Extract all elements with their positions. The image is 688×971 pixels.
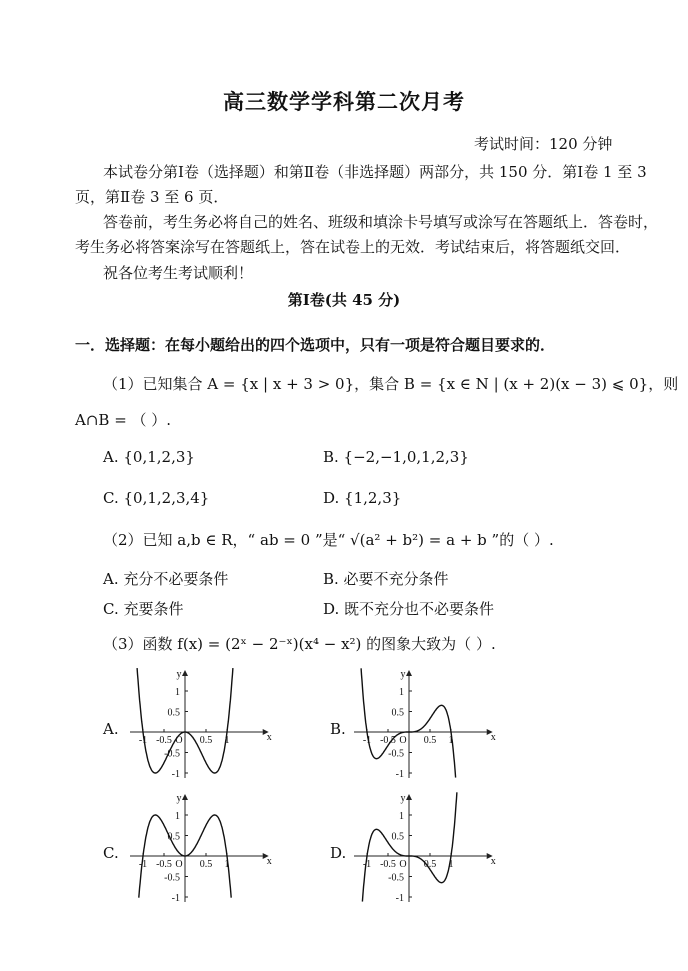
function-curve — [362, 792, 457, 901]
question-1-option-a: A. {0,1,2,3} — [103, 448, 195, 466]
x-tick-label: -1 — [138, 859, 148, 870]
instruction-line: 本试卷分第Ⅰ卷（选择题）和第Ⅱ卷（非选择题）两部分，共 150 分．第Ⅰ卷 1 至 3 — [103, 163, 647, 181]
graph-d — [352, 790, 496, 904]
y-tick-label: -1 — [395, 769, 404, 780]
question-2-stem: （2）已知 a,b ∈ R，“ ab = 0 ”是“ √(a² + b²) = a + b ”的（ ）. — [103, 531, 554, 549]
y-tick-label: -0.5 — [388, 748, 404, 760]
instruction-line: 考生务必将答案涂写在答题纸上，答在试卷上的无效．考试结束后，将答题纸交回． — [75, 238, 631, 256]
y-tick-label: 0.5 — [167, 707, 180, 719]
x-tick-label: 1 — [448, 859, 454, 870]
x-tick-label: 0.5 — [423, 859, 437, 870]
y-axis-arrow — [182, 670, 188, 676]
x-tick-label: -0.5 — [156, 735, 172, 746]
x-axis-label: x — [490, 732, 496, 743]
graph-b — [352, 666, 496, 780]
x-tick-label: 0.5 — [199, 735, 213, 746]
x-tick-label: -1 — [362, 735, 372, 746]
exam-time: 考试时间：120 分钟 — [474, 135, 613, 153]
question-1-stem-cont: A∩B = （ ）. — [75, 411, 172, 429]
origin-label: O — [399, 735, 407, 746]
y-axis-arrow — [182, 794, 188, 800]
x-axis-label: x — [266, 732, 272, 743]
y-tick-label: -0.5 — [164, 748, 180, 760]
graph-c-label: C. — [103, 844, 119, 862]
y-axis-arrow — [406, 670, 412, 676]
question-1-option-b: B. {−2,−1,0,1,2,3} — [323, 448, 469, 466]
instruction-line: 页，第Ⅱ卷 3 至 6 页． — [75, 188, 229, 206]
question-2-option-c: C. 充要条件 — [103, 600, 184, 618]
x-axis-label: x — [490, 856, 496, 867]
graph-a — [128, 666, 272, 780]
x-axis-label: x — [266, 856, 272, 867]
question-1-option-c: C. {0,1,2,3,4} — [103, 489, 210, 507]
graph-d-label: D. — [330, 844, 347, 862]
page-title: 高三数学学科第二次月考 — [223, 89, 465, 114]
question-3-stem: （3）函数 f(x) = (2ˣ − 2⁻ˣ)(x⁴ − x²) 的图象大致为（ ）. — [103, 635, 496, 653]
y-axis-arrow — [406, 794, 412, 800]
y-tick-label: 0.5 — [167, 831, 180, 843]
x-tick-label: -1 — [138, 735, 148, 746]
function-curve — [361, 668, 456, 777]
y-axis-label: y — [400, 793, 406, 804]
y-tick-label: -1 — [171, 893, 180, 904]
question-1-stem: （1）已知集合 A = {x | x + 3 > 0}，集合 B = {x ∈ N | (x + 2)(x − 3) ⩽ 0}，则 — [103, 375, 679, 393]
y-tick-label: -1 — [395, 893, 404, 904]
y-tick-label: 1 — [399, 811, 404, 822]
y-tick-label: 1 — [175, 687, 180, 698]
part1-heading: 第Ⅰ卷(共 45 分) — [287, 291, 401, 309]
origin-label: O — [175, 735, 183, 746]
instruction-line: 答卷前，考生务必将自己的姓名、班级和填涂卡号填写或涂写在答题纸上．答卷时， — [103, 213, 659, 231]
question-2-option-b: B. 必要不充分条件 — [323, 570, 449, 588]
question-1-option-d: D. {1,2,3} — [323, 489, 402, 507]
x-tick-label: -0.5 — [380, 859, 396, 870]
origin-label: O — [175, 859, 183, 870]
origin-label: O — [399, 859, 407, 870]
question-2-option-d: D. 既不充分也不必要条件 — [323, 600, 495, 618]
y-tick-label: 0.5 — [391, 831, 404, 843]
x-tick-label: 0.5 — [423, 735, 437, 746]
section-heading: 一．选择题：在每小题给出的四个选项中，只有一项是符合题目要求的． — [75, 336, 556, 354]
y-tick-label: 1 — [175, 811, 180, 822]
graph-b-label: B. — [330, 720, 346, 738]
y-tick-label: -0.5 — [388, 872, 404, 884]
y-axis-label: y — [176, 669, 182, 680]
y-tick-label: -0.5 — [164, 872, 180, 884]
y-axis-label: y — [400, 669, 406, 680]
y-tick-label: -1 — [171, 769, 180, 780]
y-axis-label: y — [176, 793, 182, 804]
x-tick-label: -1 — [362, 859, 372, 870]
question-2-option-a: A. 充分不必要条件 — [103, 570, 229, 588]
x-tick-label: 0.5 — [199, 859, 213, 870]
x-tick-label: -0.5 — [156, 859, 172, 870]
instruction-line: 祝各位考生考试顺利！ — [103, 264, 254, 282]
x-tick-label: 1 — [448, 735, 454, 746]
graph-a-label: A. — [103, 720, 119, 738]
x-tick-label: 1 — [224, 859, 230, 870]
x-tick-label: -0.5 — [380, 735, 396, 746]
y-tick-label: 0.5 — [391, 707, 404, 719]
graph-c — [128, 790, 272, 904]
x-tick-label: 1 — [224, 735, 230, 746]
y-tick-label: 1 — [399, 687, 404, 698]
